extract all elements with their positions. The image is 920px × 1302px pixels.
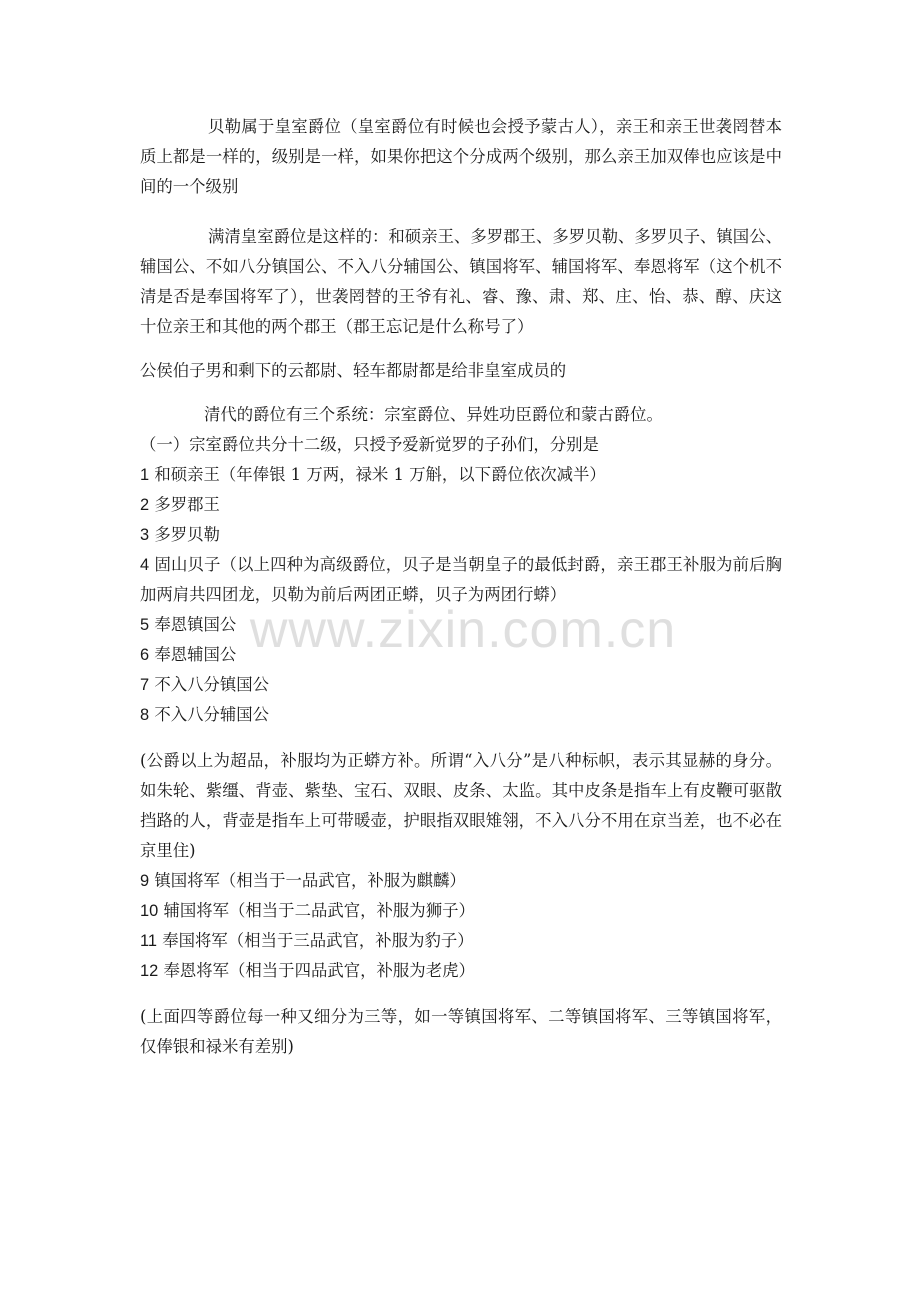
rank-item <box>140 896 782 926</box>
watermark: www.zixin.com.cn <box>249 601 677 659</box>
paragraph-non-imperial: 公侯伯子男和剩下的云都尉、轻车都尉都是给非皇室成员的 <box>140 361 567 380</box>
paragraph-clan-ranks-intro: （一）宗室爵位共分十二级，只授予爱新觉罗的子孙们，分别是 <box>140 435 599 454</box>
rank-text: 奉国将军（相当于三品武官，补服为豹子） <box>162 931 474 950</box>
rank-text: 固山贝子（以上四种为高级爵位，贝子是当朝皇子的最低封爵，亲王郡王补服为前后胸加两肩共四团龙，贝勒为前后两团正蟒，贝子为两团行蟒） <box>140 555 782 604</box>
rank-text: 奉恩镇国公 <box>154 615 237 634</box>
rank-text: 多罗郡王 <box>154 495 220 514</box>
paragraph-imperial-ranks: 满清皇室爵位是这样的：和硕亲王、多罗郡王、多罗贝勒、多罗贝子、镇国公、辅国公、不如八分镇国公、不入八分辅国公、镇国将军、辅国将军、奉恩将军（这个机不清是否是奉国将军了），世袭罔替的王爷有礼、睿、豫、肃、郑、庄、怡、恭、醇、庆这十位亲王和其他的两个郡王（郡王忘记是什么称号了） <box>140 227 782 336</box>
rank-item <box>140 610 782 640</box>
rank-number: 3 <box>140 526 150 544</box>
document-body <box>140 112 782 1062</box>
rank-number: 2 <box>140 496 150 514</box>
rank-list-9-12 <box>140 866 782 986</box>
rank-item <box>140 640 782 670</box>
rank-list-1-8 <box>140 460 782 730</box>
rank-text: 辅国将军（相当于二品武官，补服为狮子） <box>163 901 475 920</box>
rank-text: 不入八分镇国公 <box>154 675 270 694</box>
paragraph-beile: 贝勒属于皇室爵位（皇室爵位有时候也会授予蒙古人），亲王和亲王世袭罔替本质上都是一样的，级别是一样，如果你把这个分成两个级别，那么亲王加双俸也应该是中间的一个级别 <box>140 117 782 196</box>
rank-text: 镇国将军（相当于一品武官，补服为麒麟） <box>154 871 466 890</box>
rank-item <box>140 520 782 550</box>
note-three-grades: (上面四等爵位每一种又细分为三等，如一等镇国将军、二等镇国将军、三等镇国将军，仅俸银和禄米有差别) <box>140 1007 782 1056</box>
rank-text: 奉恩辅国公 <box>154 645 237 664</box>
rank-number: 4 <box>140 556 150 574</box>
rank-number: 7 <box>140 676 150 694</box>
paragraph-three-systems: 清代的爵位有三个系统：宗室爵位、异姓功臣爵位和蒙古爵位。 <box>204 405 663 424</box>
rank-number: 1 <box>140 466 150 484</box>
rank-item <box>140 670 782 700</box>
rank-number: 12 <box>140 962 159 980</box>
rank-item <box>140 550 782 610</box>
rank-text: 不入八分辅国公 <box>154 705 270 724</box>
rank-item <box>140 926 782 956</box>
rank-number: 11 <box>140 932 158 950</box>
rank-text: 多罗贝勒 <box>154 525 220 544</box>
rank-number: 6 <box>140 646 150 664</box>
rank-number: 5 <box>140 616 150 634</box>
rank-item <box>140 866 782 896</box>
rank-text: 和硕亲王（年俸银 1 万两，禄米 1 万斛，以下爵位依次减半） <box>154 465 606 484</box>
rank-item <box>140 956 782 986</box>
rank-number: 10 <box>140 902 159 920</box>
rank-text: 奉恩将军（相当于四品武官，补服为老虎） <box>163 961 475 980</box>
rank-number: 8 <box>140 706 150 724</box>
rank-item <box>140 700 782 730</box>
rank-item <box>140 460 782 490</box>
rank-number: 9 <box>140 872 150 890</box>
rank-item <box>140 490 782 520</box>
note-eight-privileges: (公爵以上为超品，补服均为正蟒方补。所谓“入八分”是八种标帜，表示其显赫的身分。如朱轮、紫缰、背壶、紫垫、宝石、双眼、皮条、太监。其中皮条是指车上有皮鞭可驱散挡路的人，背壶是指车上可带暖壶，护眼指双眼雉翎，不入八分不用在京当差，也不必在京里住) <box>140 751 782 860</box>
